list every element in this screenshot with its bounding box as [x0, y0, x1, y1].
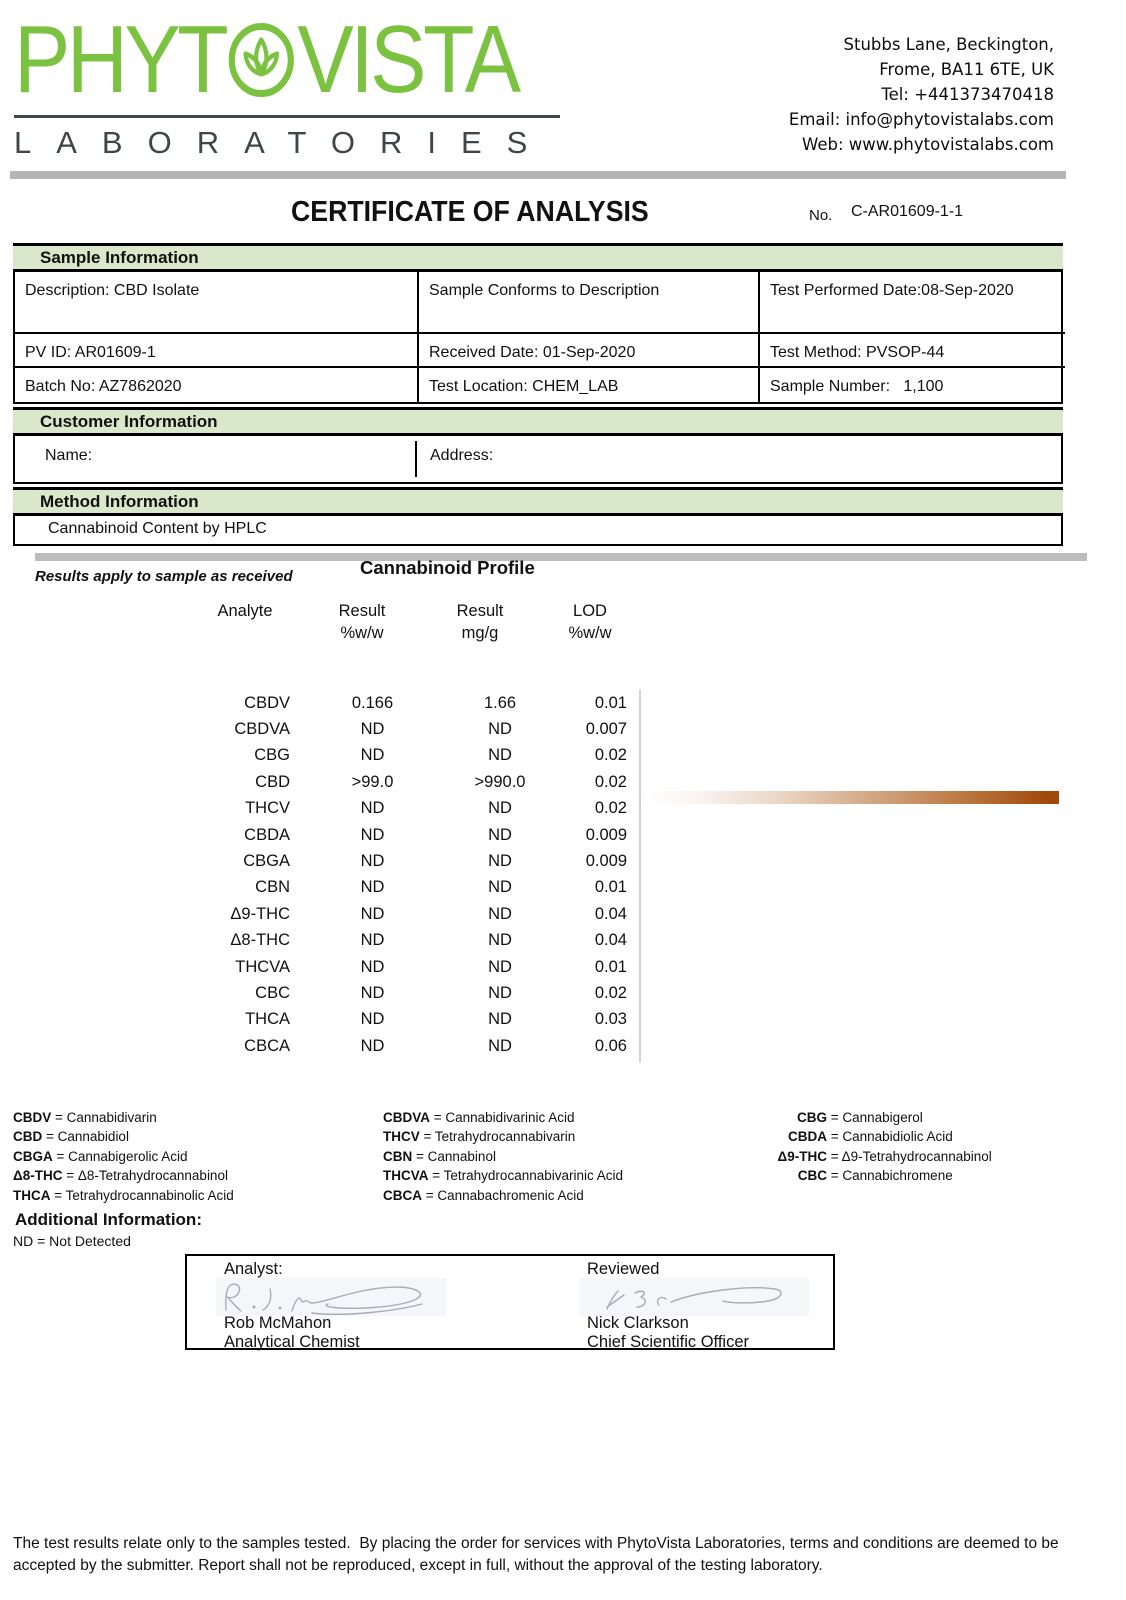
logo-text-phyt: PHYT	[14, 6, 226, 113]
result-mgg-value: >990.0	[474, 772, 526, 791]
result-pct-value: ND	[360, 957, 385, 976]
lod-value: 0.04	[594, 904, 627, 923]
lod-value: 0.03	[594, 1010, 627, 1029]
result-pct-value: ND	[360, 1036, 385, 1055]
analyte-name: CBCA	[244, 1036, 290, 1055]
legend-abbr: THCVA	[383, 1168, 429, 1184]
lod-value: 0.01	[594, 693, 627, 712]
column-header-line: LOD	[573, 602, 607, 620]
method-information-section	[13, 487, 1063, 546]
table-cell: PV ID: AR01609-1	[15, 334, 419, 368]
analyte-name: CBG	[254, 746, 290, 765]
column-header-line: Analyte	[217, 602, 273, 620]
legend-abbr: CBC	[797, 1168, 827, 1184]
legend-abbr: CBD	[13, 1129, 43, 1145]
result-mgg-value: ND	[488, 904, 512, 923]
legend-name: Δ9-Tetrahydrocannabinol	[841, 1148, 992, 1164]
legend-item: Δ8-THC = Δ8-Tetrahydrocannabinol	[13, 1168, 228, 1184]
analyte-name: Δ8-THC	[230, 931, 290, 950]
legend-item: THCA = Tetrahydrocannabinolic Acid	[13, 1187, 234, 1203]
column-header-line: mg/g	[461, 624, 499, 642]
legend-name: Tetrahydrocannabivarinic Acid	[443, 1168, 624, 1184]
result-mgg-value: ND	[488, 931, 512, 950]
analyte-name: THCA	[245, 1010, 290, 1029]
legend-name: Cannabidiolic Acid	[842, 1129, 953, 1145]
reviewer-name: Nick Clarkson	[587, 1314, 689, 1332]
customer-divider	[415, 441, 417, 477]
certificate-no-label: No.	[809, 207, 833, 224]
reviewer-signature	[579, 1278, 809, 1316]
legend-abbr: CBDVA	[383, 1110, 430, 1125]
legend-column-2	[383, 1108, 623, 1205]
analyst-label: Analyst:	[224, 1260, 283, 1278]
legend-item: CBDVA = Cannabidivarinic Acid	[383, 1110, 575, 1125]
table-cell: Test Location: CHEM_LAB	[419, 368, 760, 402]
lod-value: 0.01	[594, 878, 627, 897]
result-mgg-value: ND	[488, 825, 512, 844]
result-pct-value: ND	[360, 983, 385, 1002]
legend-abbr: CBCA	[383, 1187, 422, 1203]
legend-name: Cannabinol	[427, 1148, 496, 1164]
lod-value: 0.009	[585, 852, 627, 871]
analyte-name: CBDVA	[234, 720, 290, 739]
analyte-name: THCV	[245, 799, 290, 818]
disclaimer-text: The test results relate only to the samples tested. By placing the order for services with PhytoVista Laboratories, terms and conditions are deemed to be accepted by the submitter. Report shall not be reproduced, except in full, without the approval of the testing laboratory.	[13, 1535, 1063, 1574]
result-pct-value: ND	[360, 1010, 385, 1029]
legend-item: CBDV = Cannabidivarin	[13, 1110, 157, 1125]
result-mgg-value: ND	[488, 852, 512, 871]
lod-value: 0.02	[594, 983, 627, 1002]
column-header-line: Result	[456, 602, 504, 620]
customer-name-label: Name:	[45, 447, 93, 464]
column-header-lod	[525, 600, 655, 644]
result-pct-value: 0.166	[351, 693, 394, 712]
legend-name: Cannabichromene	[842, 1168, 953, 1184]
legend-column-3	[755, 1108, 992, 1186]
legend-abbr: CBG	[797, 1110, 827, 1125]
table-cell: Test Performed Date:08-Sep-2020	[760, 272, 1065, 334]
legend-item: THCVA = Tetrahydrocannabivarinic Acid	[383, 1168, 624, 1184]
analyst-name: Rob McMahon	[224, 1314, 332, 1332]
address-line: Frome, BA11 6TE, UK	[879, 60, 1054, 79]
legend-abbr: CBN	[383, 1148, 413, 1164]
lod-value: 0.01	[594, 957, 627, 976]
result-mgg-value: ND	[488, 1036, 512, 1055]
legend-abbr: THCA	[13, 1187, 51, 1203]
nd-definition: ND = Not Detected	[13, 1233, 131, 1249]
result-mgg-value: ND	[488, 983, 512, 1002]
logo-subtitle: LABORATORIES	[14, 125, 553, 160]
analyte-name: CBDA	[244, 825, 290, 844]
legend-name: Δ8-Tetrahydrocannabinol	[77, 1168, 228, 1184]
reviewer-label: Reviewed By:	[587, 1260, 660, 1297]
phytovista-logo	[14, 6, 574, 161]
lod-value: 0.02	[594, 746, 627, 765]
legend-name: Cannabigerolic Acid	[68, 1148, 188, 1164]
lod-value: 0.02	[594, 772, 627, 791]
legend-item: Δ9-THC = Δ9-Tetrahydrocannabinol	[755, 1147, 992, 1166]
result-mgg-value: ND	[488, 878, 512, 897]
lod-value: 0.04	[594, 931, 627, 950]
table-cell: Received Date: 01-Sep-2020	[419, 334, 760, 368]
result-pct-value: >99.0	[351, 772, 394, 791]
table-cell: Description: CBD Isolate	[15, 272, 419, 334]
legend-name: Tetrahydrocannabivarin	[434, 1129, 576, 1145]
result-pct-value: ND	[360, 799, 385, 818]
leaf-logo-icon	[227, 21, 296, 99]
result-mgg-value: ND	[488, 720, 512, 739]
legend-abbr: Δ9-THC	[777, 1148, 827, 1164]
address-line: Web: www.phytovistalabs.com	[801, 135, 1054, 154]
cannabinoid-results-table	[150, 690, 627, 1059]
analyte-name: CBN	[255, 878, 290, 897]
legend-item: CBG = Cannabigerol	[755, 1108, 992, 1127]
result-mgg-value: ND	[488, 1010, 512, 1029]
customer-information-section	[13, 407, 1063, 484]
cbd-gradient-bar	[642, 791, 1059, 804]
sample-information-section	[13, 243, 1063, 404]
lod-value: 0.02	[594, 799, 627, 818]
signature-box	[185, 1254, 835, 1350]
legend-name: Cannabigerol	[842, 1110, 923, 1125]
method-information-heading: Method Information	[13, 487, 1063, 516]
legend-item: THCV = Tetrahydrocannabivarin	[383, 1129, 576, 1145]
result-mgg-value: 1.66	[483, 693, 517, 712]
lab-address-block	[789, 32, 1054, 157]
certificate-no-value: C-AR01609-1-1	[851, 203, 964, 220]
table-cell: Sample Conforms to Description	[419, 272, 760, 334]
customer-address-label: Address:	[430, 447, 494, 464]
table-cell: Batch No: AZ7862020	[15, 368, 419, 402]
legend-abbr: CBDA	[788, 1129, 827, 1145]
analyte-name: CBGA	[243, 852, 290, 871]
section-divider-bar	[35, 553, 1087, 561]
legend-item: CBGA = Cannabigerolic Acid	[13, 1148, 188, 1164]
legend-abbr: Δ8-THC	[13, 1168, 63, 1184]
column-header-result-pct	[297, 600, 427, 644]
result-pct-value: ND	[360, 746, 385, 765]
analyst-role: Analytical Chemist	[224, 1333, 360, 1351]
sample-information-table	[13, 272, 1063, 404]
legend-item: CBC = Cannabichromene	[755, 1166, 992, 1185]
analyte-name: CBD	[255, 772, 290, 791]
legend-name: Tetrahydrocannabinolic Acid	[65, 1187, 234, 1203]
analyte-name: CBC	[255, 983, 290, 1002]
result-pct-value: ND	[360, 825, 385, 844]
document-title: CERTIFICATE OF ANALYSIS	[291, 196, 649, 228]
legend-item: CBDA = Cannabidiolic Acid	[755, 1127, 992, 1146]
table-vertical-rule	[639, 690, 641, 1062]
column-header-line: %w/w	[568, 624, 612, 642]
lod-value: 0.06	[594, 1036, 627, 1055]
result-mgg-value: ND	[488, 799, 512, 818]
analyte-name: THCVA	[235, 957, 290, 976]
legend-item: CBCA = Cannabachromenic Acid	[383, 1187, 584, 1203]
analyst-signature	[216, 1278, 446, 1316]
column-header-analyte	[180, 600, 310, 622]
additional-information-heading: Additional Information:	[15, 1210, 202, 1229]
legend-item: CBD = Cannabidiol	[13, 1129, 129, 1145]
result-pct-value: ND	[360, 931, 385, 950]
legend-name: Cannabidivarin	[66, 1110, 157, 1125]
method-information-content: Cannabinoid Content by HPLC	[13, 516, 1063, 546]
legend-abbr: THCV	[383, 1129, 420, 1145]
logo-text-vista: VISTA	[297, 6, 518, 113]
legend-item: CBN = Cannabinol	[383, 1148, 496, 1164]
sample-information-heading: Sample Information	[13, 243, 1063, 272]
legend-column-1	[13, 1108, 234, 1205]
result-pct-value: ND	[360, 878, 385, 897]
result-mgg-value: ND	[488, 746, 512, 765]
customer-information-heading: Customer Information	[13, 407, 1063, 436]
address-line: Stubbs Lane, Beckington,	[843, 35, 1054, 54]
table-cell: Sample Number: 1,100	[770, 378, 944, 395]
column-header-line: %w/w	[340, 624, 384, 642]
reviewer-role: Chief Scientific Officer	[587, 1333, 750, 1351]
column-header-line: Result	[338, 602, 386, 620]
legend-abbr: CBDV	[13, 1110, 52, 1125]
address-line: Email: info@phytovistalabs.com	[788, 110, 1054, 129]
header-divider-bar	[10, 171, 1066, 179]
analyte-name: Δ9-THC	[230, 904, 290, 923]
cannabinoid-profile-title: Cannabinoid Profile	[360, 557, 535, 578]
analyte-name: CBDV	[244, 693, 290, 712]
lod-value: 0.009	[585, 825, 627, 844]
result-mgg-value: ND	[488, 957, 512, 976]
customer-information-body	[13, 436, 1063, 484]
lod-value: 0.007	[585, 720, 627, 739]
logo-divider	[14, 115, 560, 118]
address-line: Tel: +441373470418	[881, 85, 1054, 104]
legend-name: Cannabidiol	[57, 1129, 129, 1145]
results-note: Results apply to sample as received	[35, 568, 293, 585]
result-pct-value: ND	[360, 720, 385, 739]
result-pct-value: ND	[360, 852, 385, 871]
legend-abbr: CBGA	[13, 1148, 53, 1164]
table-cell: Test Method: PVSOP-44	[760, 334, 1065, 368]
legend-name: Cannabidivarinic Acid	[445, 1110, 575, 1125]
result-pct-value: ND	[360, 904, 385, 923]
legend-name: Cannabachromenic Acid	[437, 1187, 584, 1203]
